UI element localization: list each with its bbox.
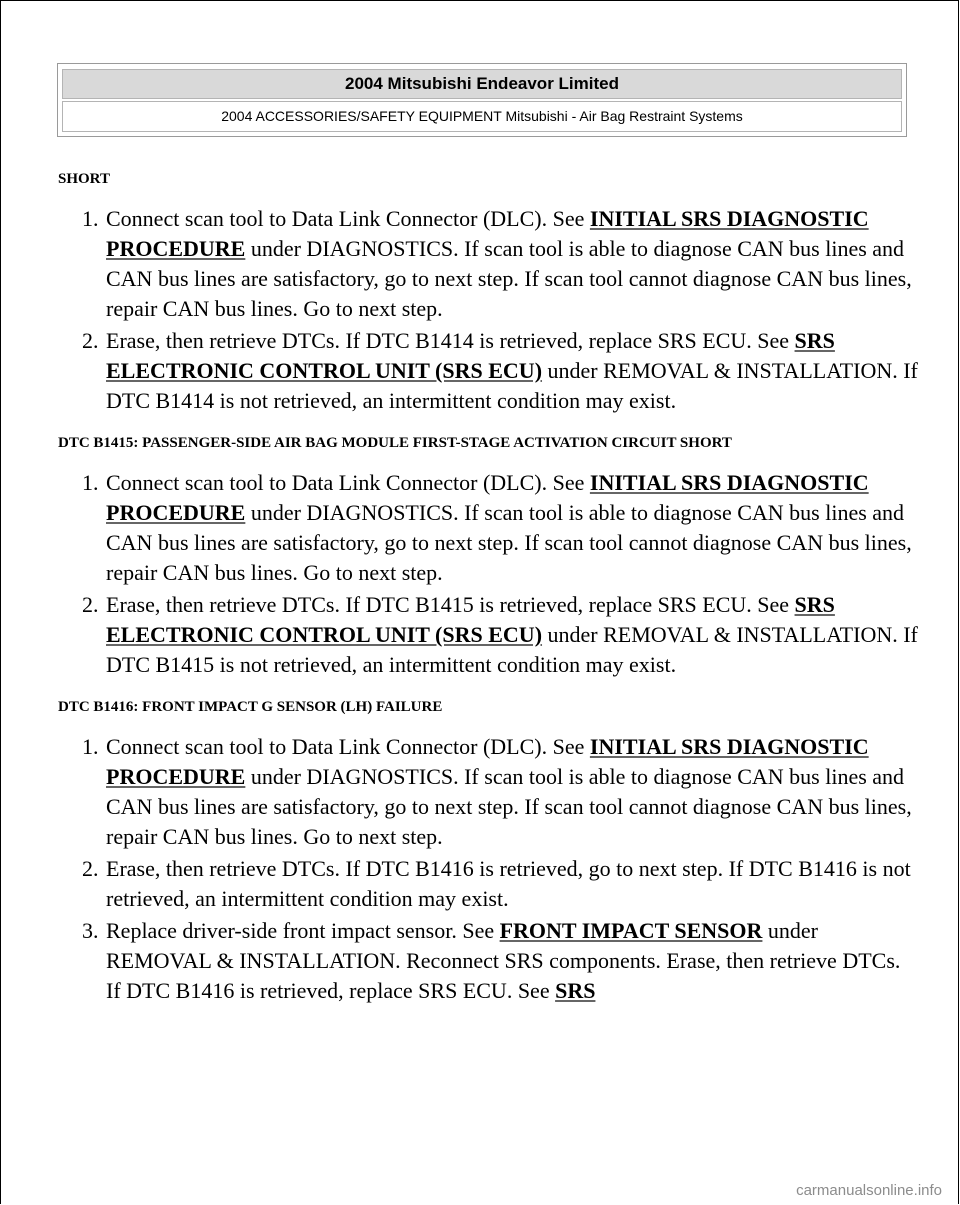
initial-srs-diagnostic-procedure-link[interactable]: INITIAL SRS DIAGNOSTIC PROCEDURE xyxy=(106,734,869,789)
step-item xyxy=(104,468,918,588)
srs-ecu-link[interactable]: SRS ELECTRONIC CONTROL UNIT (SRS ECU) xyxy=(106,328,835,383)
step-text: Connect scan tool to Data Link Connector (DLC). See xyxy=(106,470,590,495)
section-heading: SHORT xyxy=(58,171,110,187)
step-text: under REMOVAL & INSTALLATION. If DTC B1415 is not retrieved, an intermittent condition may exist. xyxy=(106,622,918,677)
step-list xyxy=(58,204,918,416)
step-text: Erase, then retrieve DTCs. If DTC B1414 is retrieved, replace SRS ECU. See xyxy=(106,328,795,353)
step-text: under DIAGNOSTICS. If scan tool is able to diagnose CAN bus lines and CAN bus lines are satisfactory, go to next step. If scan tool cannot diagnose CAN bus lines, repair CAN bus lines. Go to next step. xyxy=(106,236,912,321)
step-item xyxy=(104,204,918,324)
initial-srs-diagnostic-procedure-link[interactable]: INITIAL SRS DIAGNOSTIC PROCEDURE xyxy=(106,470,869,525)
step-text: under DIAGNOSTICS. If scan tool is able to diagnose CAN bus lines and CAN bus lines are satisfactory, go to next step. If scan tool cannot diagnose CAN bus lines, repair CAN bus lines. Go to next step. xyxy=(106,764,912,849)
step-item xyxy=(104,590,918,680)
section-heading: DTC B1416: FRONT IMPACT G SENSOR (LH) FAILURE xyxy=(58,699,443,715)
front-impact-sensor-link[interactable]: FRONT IMPACT SENSOR xyxy=(499,918,763,943)
step-text: under DIAGNOSTICS. If scan tool is able to diagnose CAN bus lines and CAN bus lines are satisfactory, go to next step. If scan tool cannot diagnose CAN bus lines, repair CAN bus lines. Go to next step. xyxy=(106,500,912,585)
step-text: Replace driver-side front impact sensor. See xyxy=(106,918,500,943)
section-subtitle: 2004 ACCESSORIES/SAFETY EQUIPMENT Mitsubishi - Air Bag Restraint Systems xyxy=(62,101,902,132)
document-header xyxy=(57,63,907,137)
srs-link[interactable]: SRS xyxy=(555,978,596,1003)
srs-ecu-link[interactable]: SRS ELECTRONIC CONTROL UNIT (SRS ECU) xyxy=(106,592,835,647)
vehicle-title: 2004 Mitsubishi Endeavor Limited xyxy=(62,69,902,99)
initial-srs-diagnostic-procedure-link[interactable]: INITIAL SRS DIAGNOSTIC PROCEDURE xyxy=(106,206,869,261)
step-list xyxy=(58,468,918,680)
step-text: Erase, then retrieve DTCs. If DTC B1415 is retrieved, replace SRS ECU. See xyxy=(106,592,795,617)
document-body xyxy=(58,170,918,1024)
step-item xyxy=(104,732,918,852)
dtc-section xyxy=(58,698,918,1006)
dtc-section xyxy=(58,434,918,680)
dtc-section xyxy=(58,170,918,416)
step-item xyxy=(104,854,918,914)
watermark-text: carmanualsonline.info xyxy=(796,1182,942,1199)
step-text: under REMOVAL & INSTALLATION. Reconnect SRS components. Erase, then retrieve DTCs. If DTC B1416 is retrieved, replace SRS ECU. See xyxy=(106,918,901,1003)
step-list xyxy=(58,732,918,1006)
step-text: under REMOVAL & INSTALLATION. If DTC B1414 is not retrieved, an intermittent condition may exist. xyxy=(106,358,918,413)
step-text: Connect scan tool to Data Link Connector (DLC). See xyxy=(106,734,590,759)
step-item xyxy=(104,326,918,416)
section-heading: DTC B1415: PASSENGER-SIDE AIR BAG MODULE FIRST-STAGE ACTIVATION CIRCUIT SHORT xyxy=(58,435,732,451)
step-text: Erase, then retrieve DTCs. If DTC B1416 is retrieved, go to next step. If DTC B1416 is not retrieved, an intermittent condition may exist. xyxy=(106,856,911,911)
step-text: Connect scan tool to Data Link Connector (DLC). See xyxy=(106,206,590,231)
step-item xyxy=(104,916,918,1006)
